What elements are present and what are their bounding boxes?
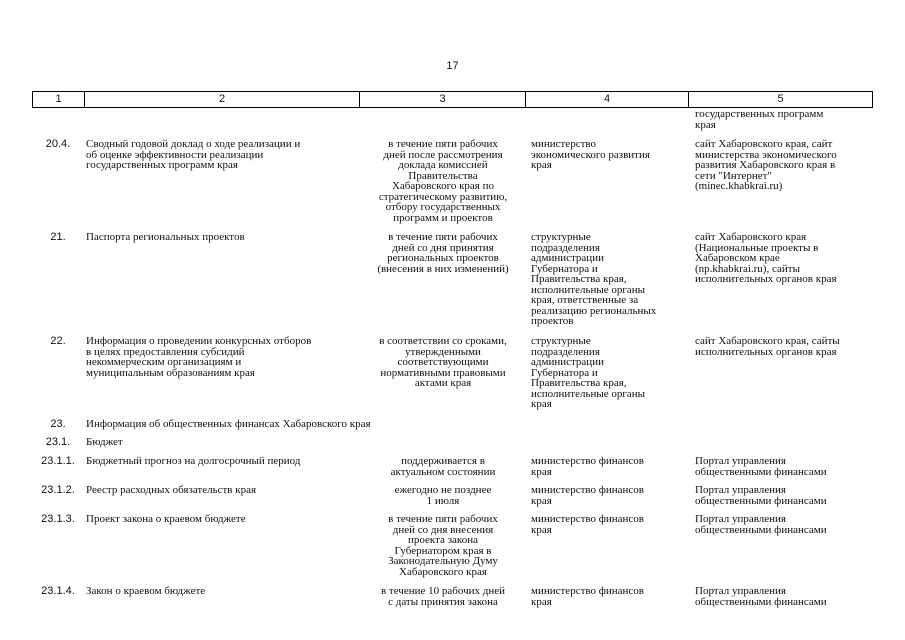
row-number: 23.1.1.: [41, 455, 75, 467]
row-deadline: ежегодно не позднее 1 июля: [394, 484, 492, 507]
section-title: Информация об общественных финансах Хабаровского края: [86, 418, 371, 430]
row-responsible: министерство экономического развития края: [531, 138, 650, 171]
row-number: 23.1.2.: [41, 484, 75, 496]
column-header-5: 5: [777, 93, 784, 105]
row-number: 22.: [50, 335, 66, 347]
row-deadline: в течение пяти рабочих дней со дня принятия региональных проектов (внесения в них изменений): [377, 231, 509, 275]
row-title: Закон о краевом бюджете: [86, 585, 206, 597]
row-publication-place: сайт Хабаровского края (Национальные проекты в Хабаровском крае (np.khabkrai.ru), сайты исполнительных органов края: [695, 231, 837, 285]
row-responsible: министерство финансов края: [531, 585, 644, 608]
row-publication-place: сайт Хабаровского края, сайт министерства экономического развития Хабаровского края в сети "Интернет" (minec.khabkrai.ru): [695, 138, 837, 192]
row-publication-place: Портал управления общественными финансами: [695, 513, 827, 536]
column-header-row: [32, 91, 873, 108]
row-deadline: в течение 10 рабочих дней с даты принятия закона: [380, 585, 506, 608]
column-header-2: 2: [85, 92, 360, 107]
column-header-3: 3: [360, 92, 526, 107]
row-publication-place: сайт Хабаровского края, сайты исполнительных органов края: [695, 335, 840, 358]
row-number: 23.1.4.: [41, 585, 75, 597]
row-responsible: министерство финансов края: [531, 513, 644, 536]
row-publication-place: Портал управления общественными финансами: [695, 484, 827, 507]
row-title: Реестр расходных обязательств края: [86, 484, 257, 496]
row-title: Паспорта региональных проектов: [86, 231, 245, 243]
row-deadline: в течение пяти рабочих дней после рассмотрения доклада комиссией Правительства Хабаровского края по стратегическому развитию, отбору государственных программ и проектов: [378, 138, 508, 224]
row-title: Информация о проведении конкурсных отборов в целях предоставления субсидий некоммерческим организациям и муниципальным образованиям края: [86, 335, 312, 379]
column-header-4: 4: [526, 92, 689, 107]
row-responsible: министерство финансов края: [531, 455, 644, 478]
row-publication-place: Портал управления общественными финансами: [695, 585, 827, 608]
column-header-1: 1: [33, 92, 85, 107]
row-number: 23.1.: [45, 436, 71, 448]
page-number: 17: [446, 60, 459, 72]
row-title: Сводный годовой доклад о ходе реализации и об оценке эффективности реализации государственных программ края: [86, 138, 301, 171]
row-number: 20.4.: [45, 138, 71, 150]
row-responsible: структурные подразделения администрации Губернатора и Правительства края, исполнительные органы края, ответственные за реализацию региональных проектов: [531, 231, 657, 327]
carryover-text: государственных программ края: [695, 108, 824, 131]
row-responsible: министерство финансов края: [531, 484, 644, 507]
row-deadline: в соответствии со сроками, утвержденными соответствующими нормативными правовыми актами края: [379, 335, 507, 389]
row-deadline: поддерживается в актуальном состоянии: [390, 455, 496, 478]
row-deadline: в течение пяти рабочих дней со дня внесения проекта закона Губернатором края в Законодательную Думу Хабаровского края: [388, 513, 498, 578]
row-number: 23.1.3.: [41, 513, 75, 525]
row-number: 21.: [50, 231, 66, 243]
row-title: Проект закона о краевом бюджете: [86, 513, 246, 525]
row-number: 23.: [50, 418, 66, 430]
row-responsible: структурные подразделения администрации Губернатора и Правительства края, исполнительные органы края: [531, 335, 646, 410]
row-title: Бюджетный прогноз на долгосрочный период: [86, 455, 301, 467]
row-publication-place: Портал управления общественными финансами: [695, 455, 827, 478]
subsection-title: Бюджет: [86, 436, 123, 448]
